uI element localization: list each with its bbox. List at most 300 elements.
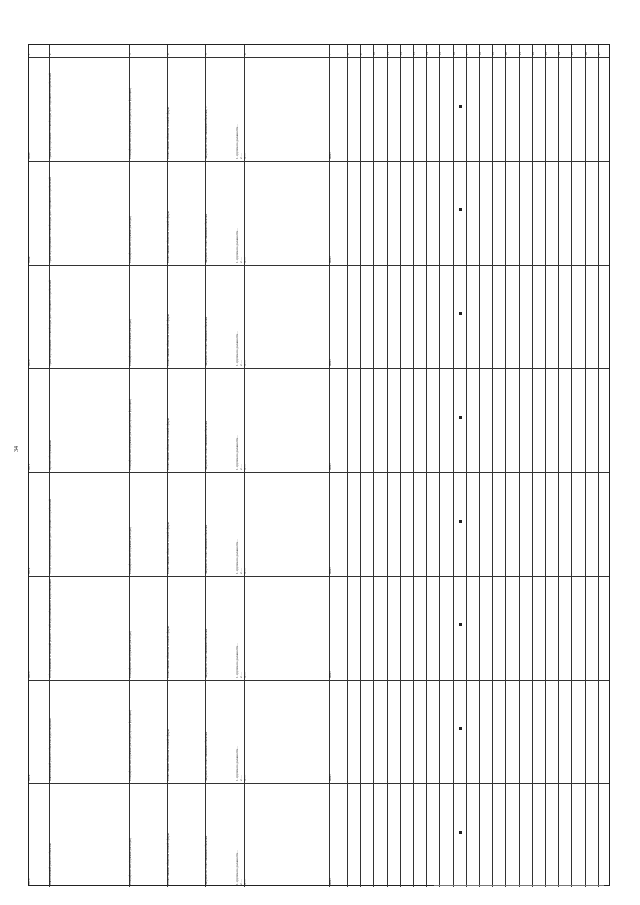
- table-row: [29, 783, 609, 887]
- cell-unit-text: НВО: [328, 774, 332, 782]
- grid-cell: [479, 162, 492, 265]
- grid-cell: [492, 473, 505, 576]
- cell-customer: [129, 784, 167, 887]
- grid-cell: [545, 577, 558, 680]
- cell-customer-text: Специфические (прямые расходы): [128, 630, 132, 678]
- grid-cell: [400, 473, 413, 576]
- grid-cell: [571, 369, 584, 472]
- header-cell: [329, 45, 347, 57]
- grid-cell: [413, 784, 426, 887]
- header-cell-text: 15: [438, 52, 443, 55]
- cell-description-text: 1. группа по должности... 2. ... 3. ...: [235, 435, 247, 470]
- grid-cell: [466, 58, 479, 161]
- grid-cell: [439, 266, 452, 369]
- cell-unit: [329, 162, 347, 265]
- cell-name-text: Услуги по водоотведению для сторонних потребителей: [48, 498, 52, 574]
- cell-name-text: Капитальный ремонт объектов водоотведения: [48, 718, 52, 782]
- grid-cell: [413, 266, 426, 369]
- grid-cell: [400, 58, 413, 161]
- header-row: [29, 45, 609, 57]
- grid-cell: [558, 577, 571, 680]
- grid-cell: [479, 473, 492, 576]
- cell-code-text: 8673: [27, 671, 31, 678]
- header-cell-text: 13: [412, 52, 416, 55]
- cell-description-text: 1. группа по должности... 2. ... 3. ...: [235, 124, 247, 159]
- header-cell-text: 16: [451, 52, 456, 55]
- grid-cell: [347, 266, 360, 369]
- cell-segment-text: Сопоставимо объектов сетевой сферы: [166, 833, 170, 885]
- grid-cell: [400, 266, 413, 369]
- grid-cell: [519, 784, 532, 887]
- grid-cell: [387, 369, 400, 472]
- cell-unit: [329, 681, 347, 784]
- header-cell-text: 4: [166, 53, 170, 55]
- grid-cell: [387, 473, 400, 576]
- cell-unit: [329, 58, 347, 161]
- grid-cell: [453, 473, 466, 576]
- grid-cell: [585, 58, 598, 161]
- grid-cell: [598, 784, 611, 887]
- grid-cell: [453, 784, 466, 887]
- cell-unit-text: НВО: [328, 359, 332, 367]
- cell-code: [29, 58, 49, 161]
- grid-cell: [413, 58, 426, 161]
- table-row: [29, 472, 609, 576]
- table-row: [29, 576, 609, 680]
- tick-mark: [459, 416, 462, 419]
- grid-cell: [373, 266, 386, 369]
- grid-cell: [426, 266, 439, 369]
- cell-customer-text: Специфические (прямые расходы): [128, 215, 132, 263]
- grid-cell: [519, 681, 532, 784]
- grid-cell: [479, 369, 492, 472]
- header-cell-text: 24: [557, 52, 562, 55]
- cell-segment: [167, 58, 205, 161]
- cell-customer: [129, 369, 167, 472]
- cell-segment: [167, 473, 205, 576]
- grid-cell: [598, 58, 611, 161]
- grid-cell: [373, 681, 386, 784]
- cell-name-text: Обслуживание и текущий ремонт сетей водоснабжения и водоотведения: [48, 578, 52, 678]
- header-cell: [519, 45, 532, 57]
- cell-name-text: Транспортирование сточной воды для сторонних потребителей: [48, 72, 52, 159]
- cell-customer: [129, 58, 167, 161]
- grid-cell: [558, 266, 571, 369]
- grid-cell: [387, 784, 400, 887]
- grid-cell: [360, 266, 373, 369]
- grid-cell: [545, 369, 558, 472]
- tick-mark: [459, 105, 462, 108]
- cell-customer-text: Специфические (прямые расходы (прочие функции): [128, 710, 132, 782]
- grid-cell: [585, 681, 598, 784]
- grid-cell: [479, 266, 492, 369]
- cell-description-text: 1. группа по должности... 2. ... 3. ...: [235, 227, 247, 263]
- header-cell-text: 22: [530, 52, 535, 55]
- grid-cell: [585, 577, 598, 680]
- grid-cell: [585, 473, 598, 576]
- header-cell-text: 8: [346, 53, 350, 55]
- header-cell: [505, 45, 518, 57]
- cell-name: [49, 577, 129, 680]
- cell-segment: [167, 784, 205, 887]
- grid-cell: [505, 266, 518, 369]
- cell-name: [49, 266, 129, 369]
- grid-cell: [439, 577, 452, 680]
- cell-segment-text: Сопоставимо объектов сетевой сферы: [166, 521, 170, 574]
- grid-cell: [373, 162, 386, 265]
- cell-customer: [129, 681, 167, 784]
- cell-segment: [167, 681, 205, 784]
- grid-cell: [347, 369, 360, 472]
- grid-cell: [532, 577, 545, 680]
- grid-cell: [519, 58, 532, 161]
- cell-description-text: 1. группа по должности... 2. ... 3. ...: [235, 850, 247, 885]
- header-cell: [439, 45, 452, 57]
- grid-cell: [571, 58, 584, 161]
- cell-code: [29, 473, 49, 576]
- cell-name: [49, 162, 129, 265]
- grid-cell: [466, 784, 479, 887]
- cell-name-text: Прочее обслуживание: [48, 439, 52, 470]
- cell-name-text: Капитальный ремонт объектов: [48, 843, 52, 885]
- grid-cell: [585, 162, 598, 265]
- grid-cell: [439, 784, 452, 887]
- header-cell-text: 27: [596, 52, 601, 55]
- cell-code-text: 8670: [27, 359, 31, 367]
- grid-cell: [373, 784, 386, 887]
- grid-cell: [532, 266, 545, 369]
- grid-cell: [492, 162, 505, 265]
- grid-cell: [466, 162, 479, 265]
- cell-unit: [329, 266, 347, 369]
- grid-cell: [453, 369, 466, 472]
- grid-cell: [426, 58, 439, 161]
- tick-mark: [459, 623, 462, 626]
- cell-description-text: 1. группа по должности... 2. ... 3. ...: [235, 539, 247, 574]
- grid-cell: [426, 162, 439, 265]
- grid-cell: [545, 473, 558, 576]
- header-cell: [453, 45, 466, 57]
- cell-customer: [129, 266, 167, 369]
- grid-cell: [492, 681, 505, 784]
- header-cell: [532, 45, 545, 57]
- table-row: [29, 680, 609, 784]
- grid-cell: [400, 162, 413, 265]
- cell-category-text: Затраты по сопоставимым объектам: [204, 420, 208, 470]
- cell-description: [235, 58, 329, 161]
- cell-customer-text: Специфические (прямые расходы): [128, 319, 132, 367]
- cell-name: [49, 681, 129, 784]
- cell-category-text: Затраты по сопоставимым объектам: [204, 317, 208, 367]
- grid-cell: [347, 162, 360, 265]
- grid-cell: [439, 473, 452, 576]
- grid-cell: [373, 369, 386, 472]
- header-cell: [598, 45, 611, 57]
- grid-cell: [400, 369, 413, 472]
- cell-description-text: 1. группа по должности... 2. ... 3. ...: [235, 642, 247, 678]
- grid-cell: [505, 681, 518, 784]
- cell-customer-text: Специфические (прямые расходы (прочие функции): [128, 87, 132, 159]
- cell-customer: [129, 162, 167, 265]
- grid-cell: [558, 162, 571, 265]
- grid-cell: [519, 369, 532, 472]
- grid-cell: [505, 577, 518, 680]
- cell-segment: [167, 577, 205, 680]
- cell-code: [29, 162, 49, 265]
- grid-cell: [519, 577, 532, 680]
- tick-mark: [459, 727, 462, 730]
- header-cell: [49, 45, 129, 57]
- grid-cell: [492, 58, 505, 161]
- header-cell: [400, 45, 413, 57]
- cell-segment-text: Сопоставимо объектов сетевой сферы: [166, 106, 170, 159]
- cell-description: [235, 473, 329, 576]
- grid-cell: [598, 266, 611, 369]
- grid-cell: [571, 266, 584, 369]
- grid-cell: [571, 577, 584, 680]
- header-cell-text: 3: [128, 53, 132, 55]
- grid-cell: [479, 58, 492, 161]
- grid-cell: [505, 369, 518, 472]
- cell-code-text: 8669: [27, 256, 31, 263]
- grid-cell: [492, 369, 505, 472]
- grid-cell: [558, 681, 571, 784]
- grid-cell: [479, 577, 492, 680]
- cell-unit-text: НВО: [328, 152, 332, 159]
- cell-customer-text: Специфические (прямые расходы (прочие функции): [128, 399, 132, 470]
- grid-cell: [532, 784, 545, 887]
- header-cell: [29, 45, 49, 57]
- cell-description: [235, 162, 329, 265]
- grid-cell: [598, 681, 611, 784]
- grid-cell: [571, 784, 584, 887]
- header-cell-text: 23: [544, 52, 548, 55]
- grid-cell: [347, 473, 360, 576]
- grid-cell: [532, 162, 545, 265]
- grid-cell: [360, 784, 373, 887]
- tick-mark: [459, 831, 462, 834]
- header-cell-text: 5: [204, 53, 208, 55]
- cell-code: [29, 784, 49, 887]
- grid-cell: [532, 681, 545, 784]
- cell-description: [235, 784, 329, 887]
- header-cell: [244, 45, 329, 57]
- header-cell: [167, 45, 205, 57]
- tick-mark: [459, 520, 462, 523]
- grid-cell: [360, 162, 373, 265]
- grid-cell: [387, 266, 400, 369]
- grid-cell: [558, 58, 571, 161]
- cell-code-text: 8675: [27, 878, 31, 885]
- grid-cell: [400, 577, 413, 680]
- grid-cell: [466, 681, 479, 784]
- cell-description: [235, 369, 329, 472]
- grid-cell: [439, 162, 452, 265]
- table-row: [29, 57, 609, 161]
- grid-cell: [373, 473, 386, 576]
- grid-cell: [439, 58, 452, 161]
- cell-description: [235, 266, 329, 369]
- grid-cell: [545, 162, 558, 265]
- grid-cell: [545, 784, 558, 887]
- grid-cell: [585, 369, 598, 472]
- cell-unit-text: НВО: [328, 878, 332, 885]
- grid-cell: [505, 58, 518, 161]
- header-cell-text: 11: [385, 52, 390, 55]
- grid-cell: [373, 577, 386, 680]
- grid-cell: [571, 681, 584, 784]
- grid-cell: [426, 784, 439, 887]
- grid-cell: [466, 577, 479, 680]
- grid-cell: [585, 784, 598, 887]
- grid-cell: [519, 266, 532, 369]
- cell-name-text: Транспортирование сточной воды для сторонних потребителей: [48, 176, 52, 263]
- grid-cell: [413, 473, 426, 576]
- grid-cell: [413, 162, 426, 265]
- grid-cell: [532, 369, 545, 472]
- header-cell-text: 2: [48, 53, 52, 55]
- cell-unit-text: НВО: [328, 567, 332, 574]
- grid-cell: [598, 577, 611, 680]
- cell-code: [29, 577, 49, 680]
- grid-cell: [571, 473, 584, 576]
- cell-description-text: 1. группа по должности... 2. ... 3. ...: [235, 331, 247, 367]
- cell-code: [29, 369, 49, 472]
- cell-customer-text: Специфические (прямые расходы): [128, 526, 132, 574]
- cell-category-text: Затраты по сопоставимым объектам: [204, 213, 208, 263]
- grid-cell: [532, 58, 545, 161]
- cell-segment: [167, 162, 205, 265]
- tick-mark: [459, 208, 462, 211]
- cell-unit: [329, 473, 347, 576]
- header-cell: [387, 45, 400, 57]
- header-cell-text: 19: [491, 52, 496, 55]
- cell-customer-text: Специфические (прямые расходы): [128, 838, 132, 885]
- grid-cell: [400, 784, 413, 887]
- grid-cell: [545, 58, 558, 161]
- header-cell: [585, 45, 598, 57]
- grid-cell: [598, 162, 611, 265]
- cell-name: [49, 369, 129, 472]
- grid-cell: [571, 162, 584, 265]
- cell-name: [49, 473, 129, 576]
- header-cell-text: 26: [583, 52, 588, 55]
- grid-cell: [519, 473, 532, 576]
- grid-cell: [466, 473, 479, 576]
- cell-name: [49, 784, 129, 887]
- cell-segment-text: Сопоставимо объектов сетевой сферы: [166, 729, 170, 782]
- grid-cell: [347, 58, 360, 161]
- cell-code-text: 8674: [27, 774, 31, 782]
- header-cell: [373, 45, 386, 57]
- grid-cell: [545, 681, 558, 784]
- header-cell-text: 20: [504, 52, 509, 55]
- grid-cell: [466, 266, 479, 369]
- cell-unit-text: НВО: [328, 670, 332, 678]
- cell-category-text: Затраты по сопоставимым объектам: [204, 732, 208, 782]
- grid-cell: [505, 162, 518, 265]
- header-cell: [466, 45, 479, 57]
- grid-cell: [360, 58, 373, 161]
- grid-cell: [360, 369, 373, 472]
- grid-cell: [492, 266, 505, 369]
- grid-cell: [558, 473, 571, 576]
- cell-name: [49, 58, 129, 161]
- cell-name-text: Транспортирование сточной воды для сторонних потребителей: [48, 280, 52, 367]
- tick-mark: [459, 312, 462, 315]
- header-cell-text: 17: [464, 52, 469, 55]
- cell-segment-text: Сопоставимо объектов сетевой сферы: [166, 625, 170, 678]
- cell-code-text: 8671: [27, 463, 31, 470]
- cell-description: [235, 577, 329, 680]
- grid-cell: [558, 784, 571, 887]
- grid-cell: [439, 369, 452, 472]
- cell-unit: [329, 577, 347, 680]
- header-cell-text: 25: [570, 52, 575, 55]
- cell-segment-text: Сопоставимо объектов сетевой сферы: [166, 210, 170, 263]
- table-row: [29, 265, 609, 369]
- grid-cell: [360, 473, 373, 576]
- cell-code-text: 8672: [27, 567, 31, 574]
- cell-code: [29, 681, 49, 784]
- grid-cell: [453, 266, 466, 369]
- grid-cell: [598, 369, 611, 472]
- header-cell-text: 9: [359, 53, 364, 55]
- header-cell-text: 6: [243, 53, 247, 55]
- grid-cell: [453, 577, 466, 680]
- grid-cell: [387, 577, 400, 680]
- header-cell-text: 7: [328, 53, 332, 55]
- grid-cell: [558, 369, 571, 472]
- cell-unit: [329, 369, 347, 472]
- grid-cell: [505, 473, 518, 576]
- cell-segment-text: Сопоставимо объектов сетевой сферы: [166, 418, 170, 470]
- cell-unit: [329, 784, 347, 887]
- grid-cell: [426, 369, 439, 472]
- grid-cell: [505, 784, 518, 887]
- cell-category-text: Затраты по сопоставимым объектам: [204, 524, 208, 574]
- grid-cell: [387, 162, 400, 265]
- cell-segment: [167, 369, 205, 472]
- grid-cell: [360, 577, 373, 680]
- cell-segment-text: Сопоставимо объектов сетевой сферы: [166, 314, 170, 367]
- cell-category-text: Затраты по сопоставимым объектам: [204, 628, 208, 678]
- cell-unit-text: НВО: [328, 463, 332, 470]
- header-cell: [571, 45, 584, 57]
- grid-cell: [532, 473, 545, 576]
- grid-cell: [413, 369, 426, 472]
- document-table: [28, 44, 610, 886]
- cell-customer: [129, 577, 167, 680]
- grid-cell: [413, 681, 426, 784]
- grid-cell: [519, 162, 532, 265]
- header-cell-text: 14: [425, 52, 430, 55]
- cell-description-text: 1. группа по должности... 2. ... 3. ...: [235, 746, 247, 782]
- footer-rule: [434, 885, 604, 886]
- header-cell-text: 21: [517, 52, 522, 55]
- cell-code-text: 8668: [27, 152, 31, 159]
- header-cell: [129, 45, 167, 57]
- header-cell-text: 10: [372, 52, 377, 55]
- cell-unit-text: НВО: [328, 255, 332, 263]
- cell-code: [29, 266, 49, 369]
- table-row: [29, 368, 609, 472]
- grid-cell: [347, 577, 360, 680]
- grid-cell: [466, 369, 479, 472]
- header-cell: [205, 45, 244, 57]
- page-number: 34: [14, 446, 20, 452]
- cell-description: [235, 681, 329, 784]
